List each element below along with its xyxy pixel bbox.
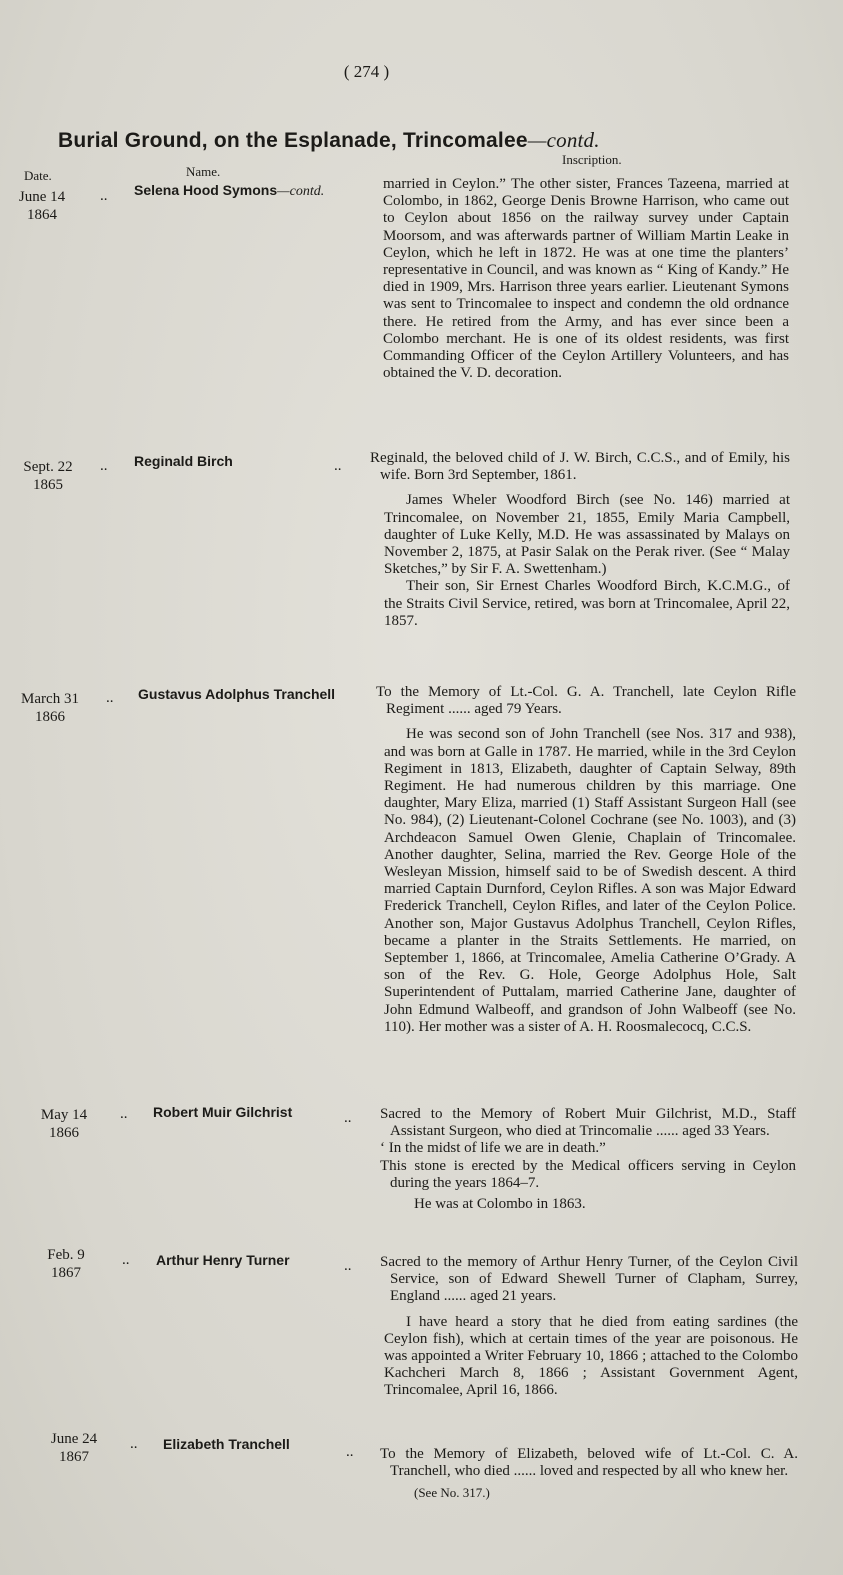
leader-dots: .. (130, 1436, 138, 1452)
page-number: ( 274 ) (343, 62, 390, 81)
entry-name: Arthur Henry Turner (156, 1252, 290, 1268)
entry-inscription: married in Ceylon.” The other sister, Frances Tazeena, married at Colombo, in 1862, George Denis Browne Harrison, who came out to Ceylon about 1856 on the railway survey under Captain Moorsom, and was afterwards partner of William Martin Leake in Ceylon, which he left in 1872. He was at one time the planters’ representative in Council, and was known as “ King of Kandy.” He died in 1909, Mrs. Harrison three years earlier. Lieutenant Symons was sent to Trincomalee to inspect and condemn the old ordnance there. He retired from the Army, and has ever since been a Colombo merchant. He is one of its oldest residents, was first Commanding Officer of the Ceylon Artillery Volunteers, and has obtained the V. D. decoration. (383, 176, 789, 382)
heading-contd: —contd. (527, 128, 600, 152)
entry-date: Sept. 22 1865 (23, 459, 73, 493)
entry-inscription: Sacred to the memory of Arthur Henry Turner, of the Ceylon Civil Service, son of Edward Shewell Turner of Clapham, Surrey, England ...... aged 21 years. I have heard a story that he died from eating sardines (the Ceylon fish), which at certain times of the year are poisonous. He was appointed a Writer February 10, 1866 ; attached to the Colombo Kachcheri March 8, 1866 ; Assistant Government Agent, Trincomalee, April 16, 1866. (380, 1254, 798, 1399)
leader-dots: .. (100, 458, 108, 474)
leader-dots: .. (346, 1444, 354, 1460)
leader-dots: .. (120, 1106, 128, 1122)
entry-name: Reginald Birch (134, 453, 233, 469)
entry-date: Feb. 9 1867 (47, 1247, 85, 1281)
column-header-inscription: Inscription. (562, 152, 622, 167)
entry-inscription: To the Memory of Elizabeth, beloved wife of Lt.-Col. C. A. Tranchell, who died ...... loved and respected by all who knew her. (See No. 317.) (380, 1446, 798, 1501)
entry-inscription: Reginald, the beloved child of J. W. Birch, C.C.S., and of Emily, his wife. Born 3rd September, 1861. James Wheler Woodford Birch (see No. 146) married at Trincomalee, on November 21, 1855, Emily Maria Campbell, daughter of Luke Kelly, M.D. He was assassinated by Malays on November 2, 1875, at Pasir Salak on the Perak river. (See “ Malay Sketches,” by Sir F. A. Swettenham.) Their son, Sir Ernest Charles Woodford Birch, K.C.M.G., of the Straits Civil Service, retired, was born at Trincomalee, April 22, 1857. (370, 450, 790, 629)
leader-dots: .. (334, 458, 342, 474)
column-header-date: Date. (24, 168, 52, 183)
entry-name: Elizabeth Tranchell (163, 1436, 290, 1452)
entry-inscription: To the Memory of Lt.-Col. G. A. Tranchell, late Ceylon Rifle Regiment ...... aged 79 Years. He was second son of John Tranchell (see Nos. 317 and 938), and was born at Galle in 1787. He married, while in the 3rd Ceylon Regiment in 1813, Elizabeth, daughter of Captain Selway, 89th Regiment. He had numerous children by this marriage. One daughter, Mary Eliza, married (1) Staff Assistant Surgeon Hall (see No. 984), (2) Lieutenant-Colonel Cochrane (see No. 1003), and (3) Archdeacon Samuel Owen Glenie, Chaplain of Trincomalee. Another daughter, Selina, married the Rev. George Hole of the Wesleyan Mission, himself said to be of Swedish descent. A third married Captain Durnford, Ceylon Rifles. A son was Major Edward Frederick Tranchell, Ceylon Rifles, and later of the Ceylon Police. Another son, Major Gustavus Adolphus Tranchell, Ceylon Rifles, became a planter in the Straits Settlements. He married, on September 1, 1866, at Trincomalee, Amelia Catherine O’Grady. A son of the Rev. G. Hole, George Adolphus Hole, Salt Superintendent of Puttalam, married Catherine Jane, daughter of John Edmund Walbeoff, and grandson of John Walbeoff (see No. 110). Her mother was a sister of A. H. Roosmalecocq, C.C.S. (376, 684, 796, 1035)
entry-date: June 14 1864 (18, 189, 66, 223)
entry-name: Robert Muir Gilchrist (153, 1104, 293, 1120)
entry-name: Gustavus Adolphus Tranchell (138, 686, 336, 702)
leader-dots: .. (106, 690, 114, 706)
section-heading (58, 128, 778, 153)
entry-name: Selena Hood Symons—contd. (134, 182, 325, 199)
entry-inscription: Sacred to the Memory of Robert Muir Gilchrist, M.D., Staff Assistant Surgeon, who died at Trincomalie ...... aged 33 Years. ‘ In the midst of life we are in death.” This stone is erected by the Medical officers serving in Ceylon during the years 1864–7. He was at Colombo in 1863. (380, 1106, 796, 1213)
leader-dots: .. (344, 1258, 352, 1274)
leader-dots: .. (344, 1110, 352, 1126)
entry-date: June 24 1867 (50, 1431, 98, 1465)
leader-dots: .. (122, 1252, 130, 1268)
column-header-name: Name. (186, 164, 221, 179)
heading-title: Burial Ground, on the Esplanade, Trincomalee (58, 129, 528, 152)
leader-dots: .. (100, 188, 108, 204)
entry-date: March 31 1866 (21, 691, 79, 725)
entry-date: May 14 1866 (40, 1107, 88, 1141)
